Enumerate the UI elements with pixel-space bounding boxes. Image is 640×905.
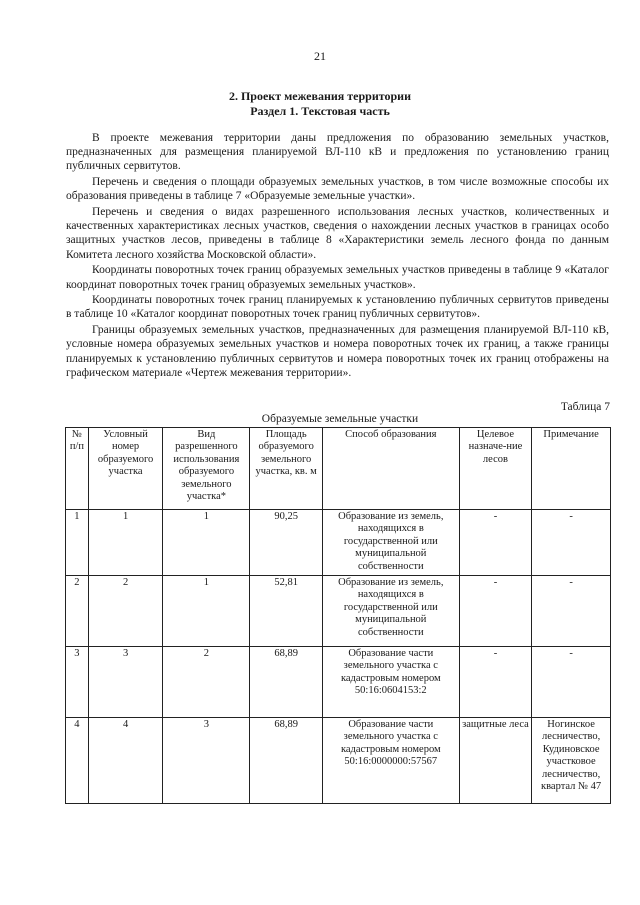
table-cell: Образование части земельного участка с кадастровым номером 50:16:0000000:57567: [322, 718, 459, 804]
table-cell: 2: [88, 576, 163, 647]
table-cell: -: [459, 510, 532, 576]
table-cell: -: [532, 647, 611, 718]
table-cell: 3: [163, 718, 250, 804]
paragraph: В проекте межевания территории даны предложения по образованию земельных участков, предназначенных для размещения планируемой ВЛ-110 кВ и предложения по установлению границ публичных сервитутов.: [66, 132, 609, 173]
table-cell: 1: [88, 510, 163, 576]
table-row: [66, 718, 611, 804]
table-cell: 4: [88, 718, 163, 804]
table-number: Таблица 7: [560, 401, 610, 413]
table-cell: -: [459, 576, 532, 647]
header-cell: Способ образования: [322, 428, 459, 510]
paragraph: Перечень и сведения о площади образуемых земельных участков, в том числе возможные способы их образования приведены в таблице 7 «Образуемые земельные участки».: [66, 176, 609, 203]
body-text: [66, 131, 609, 381]
header-cell: Примечание: [532, 428, 611, 510]
table-cell: 2: [163, 647, 250, 718]
parcels-table: [65, 427, 611, 804]
table-cell: 90,25: [250, 510, 323, 576]
page-number: 21: [314, 49, 326, 63]
table-cell: 3: [66, 647, 89, 718]
paragraph: Координаты поворотных точек границ образуемых земельных участков приведены в таблице 9 «Каталог координат поворотных точек границ образуемых земельных участков».: [66, 264, 609, 291]
table-cell: 2: [66, 576, 89, 647]
table-cell: Ногинское лесничество, Кудиновское участковое лесничество, квартал № 47: [532, 718, 611, 804]
table-row: [66, 576, 611, 647]
paragraph: Перечень и сведения о видах разрешенного использования лесных участков, количественных и качественных характеристиках лесных участков, сведения о нахождении лесных участков в границах особо защитных участков лесов, приведены в таблице 8 «Характеристики земель лесного фонда по данным Комитета лесного хозяйства Московской области».: [66, 206, 609, 261]
table-cell: Образование из земель, находящихся в государственной или муниципальной собственности: [322, 510, 459, 576]
table-caption: Образуемые земельные участки: [261, 413, 419, 425]
paragraph: Границы образуемых земельных участков, предназначенных для размещения планируемой ВЛ-110 кВ, условные номера образуемых земельных участков и номера поворотных точек их границ, а также границы планируемых к установлению публичных сервитутов и номера поворотных точек их границ отображены на графическом материале «Чертеж межевания территории».: [66, 324, 609, 379]
table-cell: Образование из земель, находящихся в государственной или муниципальной собственности: [322, 576, 459, 647]
header-cell: № п/п: [66, 428, 89, 510]
table-cell: 1: [163, 510, 250, 576]
section-title: 2. Проект межевания территории: [228, 89, 412, 103]
table-row: [66, 510, 611, 576]
table-cell: 4: [66, 718, 89, 804]
paragraph: Координаты поворотных точек границ планируемых к установлению публичных сервитутов приведены в таблице 10 «Каталог координат поворотных точек границ публичных сервитутов».: [66, 294, 609, 321]
table-cell: 1: [163, 576, 250, 647]
table-cell: защитные леса: [459, 718, 532, 804]
table-cell: -: [532, 510, 611, 576]
table-cell: -: [532, 576, 611, 647]
header-cell: Вид разрешенного использования образуемого земельного участка*: [163, 428, 250, 510]
header-cell: Площадь образуемого земельного участка, кв. м: [250, 428, 323, 510]
table-row: [66, 647, 611, 718]
table-cell: 1: [66, 510, 89, 576]
header-cell: Целевое назначе-ние лесов: [459, 428, 532, 510]
section-subtitle: Раздел 1. Текстовая часть: [250, 104, 390, 118]
table-cell: 3: [88, 647, 163, 718]
header-cell: Условный номер образуемого участка: [88, 428, 163, 510]
table-cell: Образование части земельного участка с кадастровым номером 50:16:0604153:2: [322, 647, 459, 718]
table-cell: 52,81: [250, 576, 323, 647]
table-cell: 68,89: [250, 647, 323, 718]
table-header-row: [66, 428, 611, 510]
table-cell: 68,89: [250, 718, 323, 804]
table-cell: -: [459, 647, 532, 718]
